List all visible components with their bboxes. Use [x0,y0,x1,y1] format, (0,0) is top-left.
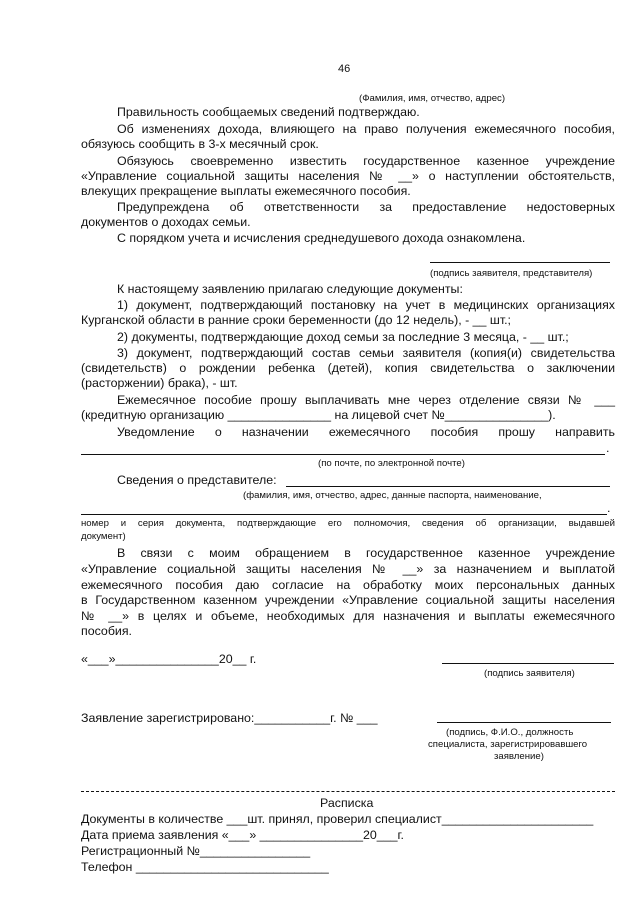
caption-signature-applicant: (подпись заявителя) [484,668,575,679]
consent-line-1: В связи с моим обращением в государственное казенное учреждение [117,546,615,560]
receipt-title: Расписка [320,796,374,810]
notify-line-2: «Управление социальной защиты населения № __» о наступлении обстоятельств, [81,169,615,183]
attachment-3-line-1: 3) документ, подтверждающий состав семьи заявителя (копия(и) свидетельства [117,346,615,360]
warning-line-2: документов о доходах семьи. [81,215,251,229]
consent-line-2: «Управление социальной защиты населения № __» за назначением и выплатой [81,562,615,576]
receipt-documents: Документы в количестве ___шт. принял, проверил специалист______________________ [81,812,594,826]
caption-specialist-3: заявление) [494,751,544,762]
page-number: 46 [338,63,351,75]
signature-line-representative [430,262,610,263]
signature-line-specialist [437,722,611,723]
attachments-intro: К настоящему заявлению прилагаю следующие документы: [117,282,463,296]
caption-representative-1: (фамилия, имя, отчество, адрес, данные паспорта, наименование, [243,490,542,501]
representative-dot: . [607,501,611,515]
receipt-reg-number: Регистрационный №________________ [81,844,311,858]
warning-line-1: Предупреждена об ответственности за предоставление недостоверных [117,200,615,214]
income-change-line-2: обязуюсь сообщить в 3-х месячный срок. [81,137,319,151]
caption-specialist-2: специалиста, зарегистрировавшего [428,739,588,750]
notify-line-3: влекущих прекращение выплаты ежемесячного пособия. [81,184,411,198]
attachment-2: 2) документы, подтверждающие доход семьи за последние 3 месяца, - __ шт.; [117,330,569,344]
confirm-paragraph: Правильность сообщаемых сведений подтверждаю. [117,105,420,119]
caption-specialist-1: (подпись, Ф.И.О., должность [446,727,574,738]
receipt-cut-line [81,791,615,792]
receipt-phone: Телефон ____________________________ [81,860,329,874]
registration-line: Заявление зарегистрировано:___________г. № ___ [81,711,378,725]
notification-dot: . [606,441,610,455]
attachment-3-line-3: (расторжении) брака), - шт. [81,376,238,390]
consent-line-5: № __» в целях и объеме, необходимых для назначения и выплаты ежемесячного [81,609,615,623]
payment-line-1: Ежемесячное пособие прошу выплачивать мне через отделение связи № ___ [117,393,615,407]
representative-line-1 [286,486,610,487]
consent-line-6: пособия. [81,624,132,638]
caption-mail-method: (по почте, по электронной почте) [318,458,465,469]
consent-line-3: ежемесячного пособия даю согласие на обработку моих персональных данных [81,578,615,592]
payment-line-2: (кредитную организацию _______________ на лицевой счет №_______________). [81,408,556,422]
representative-label: Сведения о представителе: [117,473,277,487]
caption-representative-3: документ) [81,531,126,542]
income-change-line-1: Об изменениях дохода, влияющего на право получения ежемесячного пособия, [117,122,615,136]
caption-representative-2: номер и серия документа, подтверждающие его полномочия, сведения об организации, выдавшей [81,518,615,529]
signature-line-applicant [442,663,614,664]
representative-line-2 [81,514,607,515]
consent-line-4: в Государственном казенном учреждении «Управление социальной защиты населения [81,593,615,607]
notification-method-line [81,454,605,455]
caption-signature-representative: (подпись заявителя, представителя) [430,268,593,279]
receipt-date: Дата приема заявления «___» _______________20___г. [81,828,404,842]
notification-line: Уведомление о назначении ежемесячного пособия прошу направить [117,425,615,439]
attachment-3-line-2: (свидетельств) о рождении ребенка (детей), копия свидетельства о заключении [81,361,615,375]
caption-name-address: (Фамилия, имя, отчество, адрес) [359,93,506,104]
attachment-1-line-2: Курганской области в ранние сроки беременности (до 12 недель), - __ шт.; [81,313,512,327]
attachment-1-line-1: 1) документ, подтверждающий постановку на учет в медицинских организациях [117,298,615,312]
notify-line-1: Обязуюсь своевременно известить государственное казенное учреждение [117,154,615,168]
application-date: «___»_______________20__ г. [81,652,257,666]
acquainted-paragraph: С порядком учета и исчисления среднедушевого дохода ознакомлена. [117,231,526,245]
